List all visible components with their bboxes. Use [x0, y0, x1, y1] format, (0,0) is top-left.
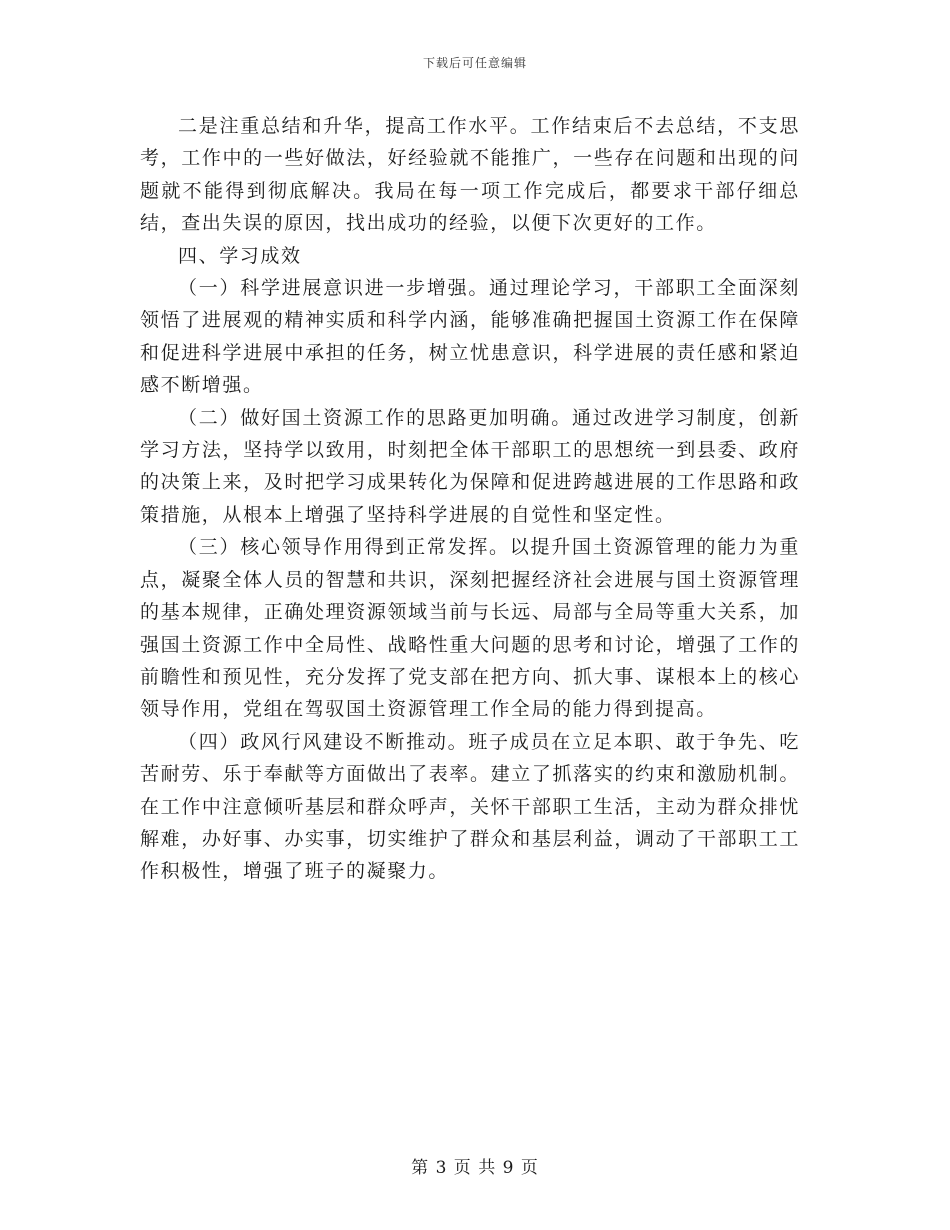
paragraph-summary: 二是注重总结和升华，提高工作水平。工作结束后不去总结，不支思考，工作中的一些好做法，好经验就不能推广，一些存在问题和出现的问题就不能得到彻底解决。我局在每一项工作完成后，都要求干部仔细总结，查出失误的原因，找出成功的经验，以便下次更好的工作。 [140, 115, 800, 235]
paragraph-item-4: （四）政风行风建设不断推动。班子成员在立足本职、敢于争先、吃苦耐劳、乐于奉献等方面做出了表率。建立了抓落实的约束和激励机制。在工作中注意倾听基层和群众呼声，关怀干部职工生活，主动为群众排忧解难，办好事、办实事，切实维护了群众和基层利益，调动了干部职工工作积极性，增强了班子的凝聚力。 [140, 730, 800, 883]
document-body [140, 110, 800, 888]
paragraph-item-1: （一）科学进展意识进一步增强。通过理论学习，干部职工全面深刻领悟了进展观的精神实质和科学内涵，能够准确把握国土资源工作在保障和促进科学进展中承担的任务，树立忧患意识，科学进展的责任感和紧迫感不断增强。 [140, 277, 800, 397]
page-header: 下载后可任意编辑 [422, 56, 527, 70]
paragraph-item-2: （二）做好国土资源工作的思路更加明确。通过改进学习制度，创新学习方法，坚持学以致用，时刻把全体干部职工的思想统一到县委、政府的决策上来，及时把学习成果转化为保障和促进跨越进展的工作思路和政策措施，从根本上增强了坚持科学进展的自觉性和坚定性。 [140, 406, 800, 526]
page-number-footer: 第 3 页 共 9 页 [411, 1158, 539, 1178]
section-heading-learning-results: 四、学习成效 [178, 244, 302, 267]
paragraph-item-3: （三）核心领导作用得到正常发挥。以提升国土资源管理的能力为重点，凝聚全体人员的智慧和共识，深刻把握经济社会进展与国土资源管理的基本规律，正确处理资源领域当前与长远、局部与全局等重大关系，加强国土资源工作中全局性、战略性重大问题的思考和讨论，增强了工作的前瞻性和预见性，充分发挥了党支部在把方向、抓大事、谋根本上的核心领导作用，党组在驾驭国土资源管理工作全局的能力得到提高。 [140, 536, 800, 721]
